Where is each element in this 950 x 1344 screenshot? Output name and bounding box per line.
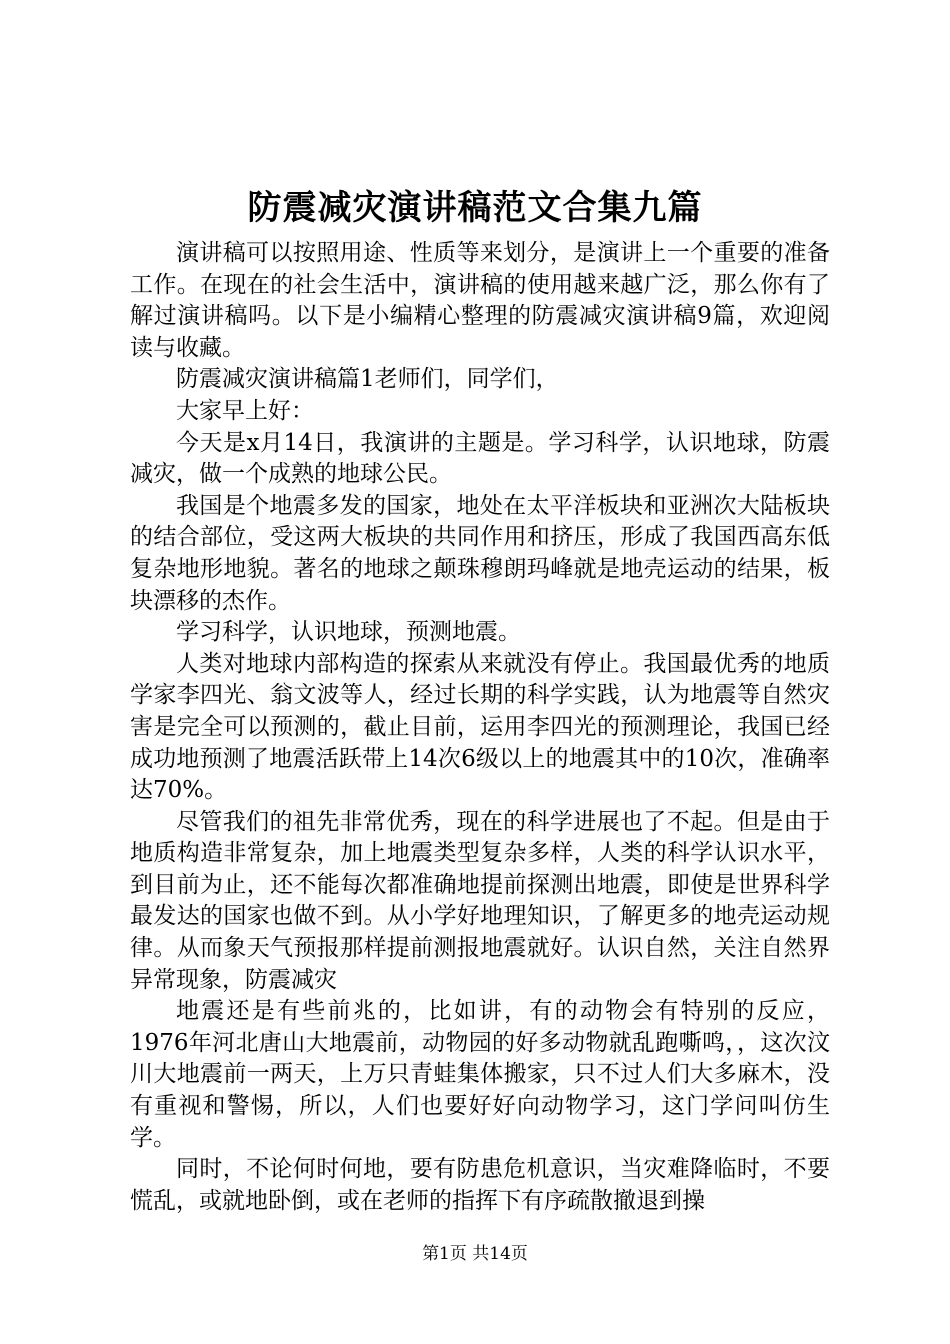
paragraph: 今天是x月14日，我演讲的主题是。学习科学，认识地球，防震减灾，做一个成熟的地球公民。 [130,429,830,488]
paragraph: 尽管我们的祖先非常优秀，现在的科学进展也了不起。但是由于地质构造非常复杂，加上地震类型复杂多样，人类的科学认识水平，到目前为止，还不能每次都准确地提前探测出地震，即使是世界科学最发达的国家也做不到。从小学好地理知识，了解更多的地壳运动规律。从而象天气预报那样提前测报地震就好。认识自然，关注自然界异常现象，防震减灾 [130,808,830,993]
paragraph: 演讲稿可以按照用途、性质等来划分，是演讲上一个重要的准备工作。在现在的社会生活中，演讲稿的使用越来越广泛，那么你有了解过演讲稿吗。以下是小编精心整理的防震减灾演讲稿9篇，欢迎阅读与收藏。 [130,240,830,361]
document-title: 防震减灾演讲稿范文合集九篇 [247,188,703,228]
paragraph: 学习科学，认识地球，预测地震。 [176,619,521,646]
document-body [130,238,830,1217]
paragraph: 大家早上好： [176,397,314,424]
paragraph: 同时，不论何时何地，要有防患危机意识，当灾难降临时，不要慌乱，或就地卧倒，或在老师的指挥下有序疏散撤退到操 [130,1156,830,1214]
paragraph: 我国是个地震多发的国家，地处在太平洋板块和亚洲次大陆板块的结合部位，受这两大板块的共同作用和挤压，形成了我国西高东低复杂地形地貌。著名的地球之颠珠穆朗玛峰就是地壳运动的结果，板块漂移的杰作。 [130,492,830,614]
paragraph: 防震减灾演讲稿篇1老师们，同学们， [176,366,559,393]
paragraph: 人类对地球内部构造的探索从来就没有停止。我国最优秀的地质学家李四光、翁文波等人，经过长期的科学实践，认为地震等自然灾害是完全可以预测的，截止目前，运用李四光的预测理论，我国已经成功地预测了地震活跃带上14次6级以上的地震其中的10次，准确率达70%。 [130,650,830,804]
page-number: 第1页 共14页 [422,1244,528,1264]
paragraph: 地震还是有些前兆的，比如讲，有的动物会有特别的反应，1976年河北唐山大地震前，动物园的好多动物就乱跑嘶鸣，，这次汶川大地震前一两天，上万只青蛙集体搬家，只不过人们大多麻木，没有重视和警惕，所以，人们也要好好向动物学习，这门学问叫仿生学。 [130,998,830,1151]
